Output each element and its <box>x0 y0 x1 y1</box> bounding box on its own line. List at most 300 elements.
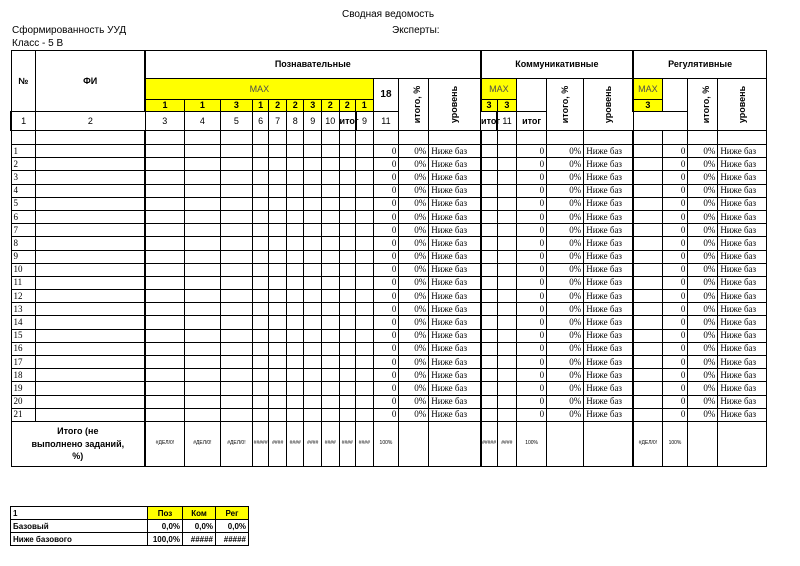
task-score-cell <box>322 250 340 263</box>
reg-pct-value: 0% <box>688 290 718 303</box>
task-score-cell <box>339 210 356 223</box>
task-score-cell <box>269 382 287 395</box>
table-row <box>11 290 767 303</box>
task-score-cell <box>252 145 269 158</box>
summary-value: 0,0% <box>148 520 183 533</box>
student-name-cell <box>36 329 145 342</box>
task-score-cell <box>481 224 498 237</box>
task-score-cell <box>339 224 356 237</box>
reg-level-value: Ниже баз <box>718 382 767 395</box>
kom-itog-value: 0 <box>517 210 547 223</box>
blank-cell <box>322 131 340 145</box>
table-row <box>11 197 767 210</box>
student-name-cell <box>36 316 145 329</box>
task-score-cell <box>481 316 498 329</box>
task-score-cell <box>145 158 184 171</box>
task-score-cell <box>145 356 184 369</box>
task-score-cell <box>481 184 498 197</box>
task-score-cell <box>356 369 374 382</box>
task-score-cell <box>339 263 356 276</box>
task-score-cell <box>220 145 252 158</box>
total-pozn-value: #### <box>269 421 287 466</box>
kom-task-number: 9 <box>356 112 374 131</box>
reg-level-value: Ниже баз <box>718 184 767 197</box>
task-score-cell <box>497 382 517 395</box>
row-number: 4 <box>11 184 36 197</box>
task-score-cell <box>220 171 252 184</box>
reg-level-value: Ниже баз <box>718 276 767 289</box>
task-score-cell <box>481 369 498 382</box>
task-score-cell <box>633 408 662 421</box>
task-score-cell <box>220 210 252 223</box>
pozn-itog-value: 0 <box>373 197 399 210</box>
task-score-cell <box>184 237 220 250</box>
task-score-cell <box>481 329 498 342</box>
pozn-level-value: Ниже баз <box>429 342 481 355</box>
task-score-cell <box>220 408 252 421</box>
experts-label: Эксперты: <box>392 25 440 36</box>
reg-pct-value: 0% <box>688 316 718 329</box>
blank-cell <box>220 131 252 145</box>
task-score-cell <box>269 197 287 210</box>
task-score-cell <box>252 184 269 197</box>
group-reg-header: Регулятивные <box>633 51 766 79</box>
kom-itog-value: 0 <box>517 356 547 369</box>
task-score-cell <box>356 303 374 316</box>
reg-pct-value: 0% <box>688 263 718 276</box>
task-score-cell <box>322 158 340 171</box>
task-score-cell <box>356 197 374 210</box>
col-fio-header: ФИ <box>36 51 145 112</box>
task-score-cell <box>633 329 662 342</box>
task-score-cell <box>269 171 287 184</box>
task-score-cell <box>356 276 374 289</box>
task-score-cell <box>633 276 662 289</box>
kom-pct-value: 0% <box>547 316 584 329</box>
total-kom-value: ##### <box>481 421 498 466</box>
reg-itog-value: 0 <box>662 316 688 329</box>
task-score-cell <box>356 158 374 171</box>
class-label: Класс - 5 В <box>12 38 64 49</box>
task-score-cell <box>481 276 498 289</box>
reg-task-number: 11 <box>497 112 517 131</box>
pozn-max-total: 18 <box>373 79 399 112</box>
table-row <box>11 342 767 355</box>
reg-pct-value: 0% <box>688 329 718 342</box>
task-score-cell <box>269 316 287 329</box>
task-score-cell <box>184 395 220 408</box>
row-number: 5 <box>11 197 36 210</box>
reg-itog-value: 0 <box>662 184 688 197</box>
task-score-cell <box>286 303 304 316</box>
kom-level-value: Ниже баз <box>584 303 634 316</box>
kom-pct-value: 0% <box>547 158 584 171</box>
student-name-cell <box>36 237 145 250</box>
task-score-cell <box>220 329 252 342</box>
reg-itog-value: 0 <box>662 263 688 276</box>
pozn-pct-value: 0% <box>399 197 429 210</box>
total-label: Итого (не выполнено заданий, %) <box>11 421 145 466</box>
row-number: 17 <box>11 356 36 369</box>
pozn-level-value: Ниже баз <box>429 316 481 329</box>
task-score-cell <box>339 342 356 355</box>
reg-pct-value: 0% <box>688 171 718 184</box>
task-score-cell <box>220 369 252 382</box>
task-score-cell <box>304 329 322 342</box>
task-score-cell <box>322 408 340 421</box>
task-score-cell <box>322 224 340 237</box>
table-row <box>11 184 767 197</box>
task-score-cell <box>481 342 498 355</box>
task-score-cell <box>184 263 220 276</box>
task-score-cell <box>252 250 269 263</box>
reg-level-value: Ниже баз <box>718 329 767 342</box>
task-score-cell <box>286 237 304 250</box>
task-score-cell <box>633 250 662 263</box>
reg-itog-value: 0 <box>662 290 688 303</box>
blank-cell <box>497 131 517 145</box>
task-score-cell <box>184 329 220 342</box>
task-score-cell <box>286 263 304 276</box>
total-reg-pct: 100% <box>662 421 688 466</box>
row-number: 13 <box>11 303 36 316</box>
task-score-cell <box>356 210 374 223</box>
task-score-cell <box>322 290 340 303</box>
kom-itog-value: 0 <box>517 369 547 382</box>
reg-pct-value: 0% <box>688 184 718 197</box>
task-score-cell <box>481 408 498 421</box>
task-score-cell <box>304 158 322 171</box>
task-score-cell <box>145 369 184 382</box>
task-score-cell <box>481 210 498 223</box>
reg-level-value: Ниже баз <box>718 145 767 158</box>
task-score-cell <box>322 197 340 210</box>
pozn-level-value: Ниже баз <box>429 224 481 237</box>
task-score-cell <box>145 263 184 276</box>
task-score-cell <box>356 263 374 276</box>
row-number: 9 <box>11 250 36 263</box>
task-score-cell <box>145 382 184 395</box>
kom-pct-value: 0% <box>547 276 584 289</box>
pozn-itog-value: 0 <box>373 237 399 250</box>
task-score-cell <box>269 329 287 342</box>
task-score-cell <box>633 382 662 395</box>
task-score-cell <box>339 184 356 197</box>
total-pozn-value: #### <box>286 421 304 466</box>
pozn-level-value: Ниже баз <box>429 329 481 342</box>
task-score-cell <box>220 395 252 408</box>
task-score-cell <box>252 356 269 369</box>
task-score-cell <box>286 369 304 382</box>
reg-pct-value: 0% <box>688 158 718 171</box>
pozn-max-value: 1 <box>145 100 184 112</box>
summary-value: ##### <box>216 533 249 546</box>
kom-uroven-header: уровень <box>584 79 634 131</box>
task-score-cell <box>184 408 220 421</box>
task-score-cell <box>322 184 340 197</box>
pozn-itog-value: 0 <box>373 382 399 395</box>
pozn-level-value: Ниже баз <box>429 303 481 316</box>
task-score-cell <box>304 197 322 210</box>
task-score-cell <box>497 395 517 408</box>
task-score-cell <box>481 237 498 250</box>
task-score-cell <box>145 250 184 263</box>
task-score-cell <box>497 237 517 250</box>
kom-itog-value: 0 <box>517 329 547 342</box>
row-number: 11 <box>11 276 36 289</box>
pozn-level-value: Ниже баз <box>429 158 481 171</box>
pozn-task-number: 10 <box>322 112 340 131</box>
task-score-cell <box>286 276 304 289</box>
task-score-cell <box>633 197 662 210</box>
student-name-cell <box>36 145 145 158</box>
task-score-cell <box>356 356 374 369</box>
reg-level-value: Ниже баз <box>718 237 767 250</box>
task-score-cell <box>339 329 356 342</box>
row-number: 19 <box>11 382 36 395</box>
pozn-pct-value: 0% <box>399 303 429 316</box>
kom-level-value: Ниже баз <box>584 250 634 263</box>
pozn-pct-value: 0% <box>399 382 429 395</box>
kom-pct-value: 0% <box>547 408 584 421</box>
task-score-cell <box>322 356 340 369</box>
total-kom-pct: 100% <box>517 421 547 466</box>
total-pozn-value: #### <box>356 421 374 466</box>
task-score-cell <box>481 382 498 395</box>
pozn-itog-value: 0 <box>373 303 399 316</box>
task-score-cell <box>633 263 662 276</box>
task-score-cell <box>304 290 322 303</box>
pozn-pct-value: 0% <box>399 145 429 158</box>
task-score-cell <box>220 263 252 276</box>
task-score-cell <box>252 303 269 316</box>
task-score-cell <box>252 395 269 408</box>
col-number-header: № <box>11 51 36 112</box>
kom-max-value: 3 <box>497 100 517 112</box>
kom-pct-value: 0% <box>547 184 584 197</box>
pozn-level-value: Ниже баз <box>429 263 481 276</box>
reg-level-value: Ниже баз <box>718 369 767 382</box>
reg-itog-value: 0 <box>662 237 688 250</box>
kom-max-label: MAX <box>481 79 517 100</box>
table-row <box>11 250 767 263</box>
kom-itog-value: 0 <box>517 224 547 237</box>
pozn-level-value: Ниже баз <box>429 197 481 210</box>
task-score-cell <box>286 210 304 223</box>
group-kom-header: Коммуникативные <box>481 51 634 79</box>
kom-pct-value: 0% <box>547 395 584 408</box>
task-score-cell <box>322 145 340 158</box>
kom-level-value: Ниже баз <box>584 145 634 158</box>
total-pozn-value: #ДЕЛ/0! <box>184 421 220 466</box>
blank-cell <box>718 421 767 466</box>
row-number: 10 <box>11 263 36 276</box>
kom-itog-value: 0 <box>517 395 547 408</box>
pozn-level-value: Ниже баз <box>429 408 481 421</box>
summary-value: ##### <box>183 533 216 546</box>
task-score-cell <box>184 171 220 184</box>
task-score-cell <box>339 145 356 158</box>
summary-sheet-table <box>10 50 767 467</box>
task-score-cell <box>252 210 269 223</box>
task-score-cell <box>322 210 340 223</box>
task-score-cell <box>633 145 662 158</box>
task-score-cell <box>252 329 269 342</box>
task-score-cell <box>497 171 517 184</box>
task-score-cell <box>356 316 374 329</box>
task-score-cell <box>269 276 287 289</box>
kom-level-value: Ниже баз <box>584 408 634 421</box>
pozn-itog-value: 0 <box>373 342 399 355</box>
task-score-cell <box>252 290 269 303</box>
row-number: 7 <box>11 224 36 237</box>
table-row <box>11 276 767 289</box>
task-score-cell <box>633 158 662 171</box>
kom-pct-value: 0% <box>547 224 584 237</box>
task-score-cell <box>184 342 220 355</box>
task-score-cell <box>481 197 498 210</box>
task-score-cell <box>322 329 340 342</box>
reg-pct-value: 0% <box>688 356 718 369</box>
task-score-cell <box>269 158 287 171</box>
pozn-pct-value: 0% <box>399 224 429 237</box>
blank-cell <box>356 131 374 145</box>
student-name-cell <box>36 408 145 421</box>
reg-itog-value: 0 <box>662 303 688 316</box>
reg-itog-value: 0 <box>662 250 688 263</box>
pozn-itog-value: 0 <box>373 369 399 382</box>
pozn-max-value: 3 <box>304 100 322 112</box>
blank-cell <box>584 131 634 145</box>
task-score-cell <box>304 237 322 250</box>
pozn-itog-header: итог <box>339 112 356 131</box>
pozn-task-number: 2 <box>36 112 145 131</box>
kom-pct-value: 0% <box>547 197 584 210</box>
task-score-cell <box>633 369 662 382</box>
task-score-cell <box>252 197 269 210</box>
kom-itog-value: 0 <box>517 276 547 289</box>
blank-cell <box>339 131 356 145</box>
blank-cell <box>373 131 399 145</box>
task-score-cell <box>497 263 517 276</box>
reg-pct-value: 0% <box>688 395 718 408</box>
task-score-cell <box>304 210 322 223</box>
pozn-level-value: Ниже баз <box>429 276 481 289</box>
kom-level-value: Ниже баз <box>584 316 634 329</box>
blank-cell <box>184 131 220 145</box>
task-score-cell <box>252 276 269 289</box>
kom-pct-value: 0% <box>547 250 584 263</box>
task-score-cell <box>356 145 374 158</box>
reg-level-value: Ниже баз <box>718 290 767 303</box>
task-score-cell <box>269 408 287 421</box>
task-score-cell <box>339 158 356 171</box>
row-number: 16 <box>11 342 36 355</box>
task-score-cell <box>633 237 662 250</box>
task-score-cell <box>252 237 269 250</box>
total-kom-value: #### <box>497 421 517 466</box>
pozn-itogo-header: итого, % <box>399 79 429 131</box>
kom-level-value: Ниже баз <box>584 197 634 210</box>
row-number: 20 <box>11 395 36 408</box>
pozn-task-number: 3 <box>145 112 184 131</box>
table-row <box>11 316 767 329</box>
blank-cell <box>145 131 184 145</box>
pozn-itog-value: 0 <box>373 276 399 289</box>
task-score-cell <box>184 356 220 369</box>
task-score-cell <box>145 184 184 197</box>
task-score-cell <box>269 395 287 408</box>
task-score-cell <box>252 171 269 184</box>
kom-level-value: Ниже баз <box>584 356 634 369</box>
task-score-cell <box>497 408 517 421</box>
task-score-cell <box>220 290 252 303</box>
pozn-itog-value: 0 <box>373 290 399 303</box>
pozn-task-number: 1 <box>11 112 36 131</box>
pozn-level-value: Ниже баз <box>429 184 481 197</box>
kom-level-value: Ниже баз <box>584 382 634 395</box>
kom-level-value: Ниже баз <box>584 290 634 303</box>
pozn-itog-value: 0 <box>373 171 399 184</box>
task-score-cell <box>633 303 662 316</box>
task-score-cell <box>304 276 322 289</box>
kom-pct-value: 0% <box>547 356 584 369</box>
task-score-cell <box>252 382 269 395</box>
kom-itog-value: 0 <box>517 197 547 210</box>
table-row <box>11 263 767 276</box>
task-score-cell <box>145 290 184 303</box>
reg-level-value: Ниже баз <box>718 316 767 329</box>
summary-header-reg: Рег <box>216 507 249 520</box>
task-score-cell <box>339 395 356 408</box>
row-number: 15 <box>11 329 36 342</box>
task-score-cell <box>220 184 252 197</box>
task-score-cell <box>145 197 184 210</box>
blank-cell <box>429 421 481 466</box>
student-name-cell <box>36 395 145 408</box>
reg-pct-value: 0% <box>688 197 718 210</box>
pozn-pct-value: 0% <box>399 342 429 355</box>
task-score-cell <box>304 356 322 369</box>
kom-level-value: Ниже баз <box>584 395 634 408</box>
summary-row-label: Базовый <box>11 520 148 533</box>
task-score-cell <box>339 250 356 263</box>
table-row <box>11 329 767 342</box>
total-pozn-pct: 100% <box>373 421 399 466</box>
task-score-cell <box>497 197 517 210</box>
task-score-cell <box>184 303 220 316</box>
kom-level-value: Ниже баз <box>584 224 634 237</box>
task-score-cell <box>633 316 662 329</box>
task-score-cell <box>322 316 340 329</box>
reg-pct-value: 0% <box>688 342 718 355</box>
task-score-cell <box>286 342 304 355</box>
task-score-cell <box>286 250 304 263</box>
row-number: 3 <box>11 171 36 184</box>
table-row <box>11 408 767 421</box>
task-score-cell <box>220 224 252 237</box>
reg-itog-value: 0 <box>662 210 688 223</box>
blank-cell <box>547 131 584 145</box>
kom-itog-value: 0 <box>517 290 547 303</box>
task-score-cell <box>339 237 356 250</box>
pozn-max-value: 1 <box>184 100 220 112</box>
task-score-cell <box>184 184 220 197</box>
pozn-itog-value: 0 <box>373 408 399 421</box>
kom-level-value: Ниже баз <box>584 263 634 276</box>
reg-level-value: Ниже баз <box>718 250 767 263</box>
pozn-pct-value: 0% <box>399 210 429 223</box>
